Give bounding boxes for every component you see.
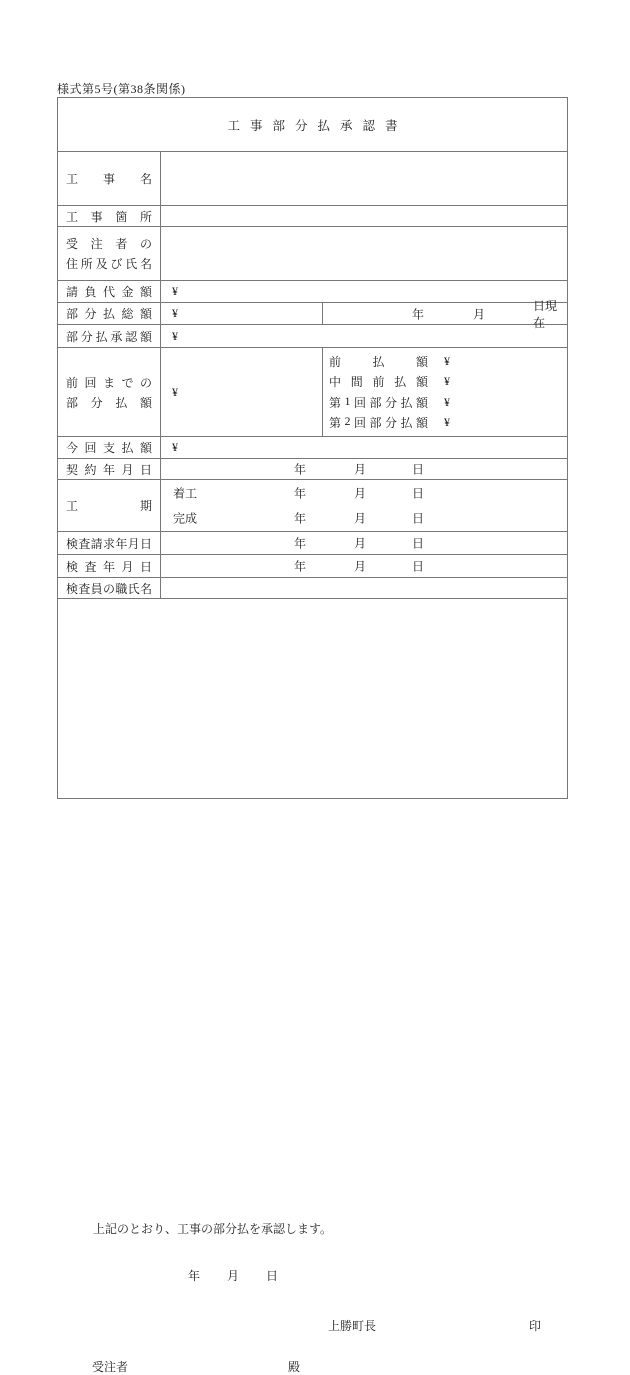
row-inspection-date xyxy=(58,554,567,577)
mayor-signature-label: 上勝町長 xyxy=(328,1319,377,1333)
current-payment-label: 今 回 支 払 額 xyxy=(66,441,152,455)
breakdown-interim-advance xyxy=(329,372,567,392)
row-inspector-name xyxy=(58,577,567,598)
inspection-request-date-field xyxy=(161,532,567,554)
year-label: 年 xyxy=(188,1269,201,1283)
second-partial-label: 第 2 回 部 分 払 額 xyxy=(329,414,428,431)
approval-statement: 上記のとおり、工事の部分払を承認します。 xyxy=(93,1222,333,1236)
seal-mark: 印 xyxy=(529,1319,542,1333)
contractor-addressee-label: 受注者 xyxy=(92,1360,129,1374)
yen-symbol: ¥ xyxy=(444,353,450,368)
yen-symbol: ¥ xyxy=(172,384,178,399)
period-start-line xyxy=(161,481,567,506)
day-label: 日 xyxy=(412,462,425,477)
yen-symbol: ¥ xyxy=(172,306,178,320)
first-partial-label: 第 1 回 部 分 払 額 xyxy=(329,393,428,410)
inspection-date-field xyxy=(161,555,567,577)
month-label: 月 xyxy=(354,462,367,477)
row-contractor-info xyxy=(58,226,567,280)
day-label: 日 xyxy=(412,511,425,526)
contract-date-label: 契 約 年 月 日 xyxy=(66,462,152,477)
inspector-name-field xyxy=(161,578,567,598)
month-label: 月 xyxy=(354,486,367,501)
breakdown-second-partial xyxy=(329,413,567,433)
partial-payment-total-field xyxy=(161,303,322,324)
yen-symbol: ¥ xyxy=(172,440,178,454)
contract-amount-field xyxy=(161,281,567,302)
yen-symbol: ¥ xyxy=(444,394,450,409)
contract-amount-label: 請 負 代 金 額 xyxy=(66,285,152,299)
partial-payment-approved-label: 部 分 払 承 認 額 xyxy=(66,329,152,344)
construction-period-field xyxy=(161,480,567,531)
breakdown-advance-payment xyxy=(329,351,567,371)
yen-symbol: ¥ xyxy=(172,284,178,298)
row-contract-amount xyxy=(58,280,567,302)
construction-name-field xyxy=(161,152,567,205)
construction-site-label: 工 事 箇 所 xyxy=(66,209,152,224)
title-row xyxy=(58,98,567,151)
advance-payment-label: 前 払 額 xyxy=(329,354,428,369)
row-construction-name xyxy=(58,151,567,205)
contractor-info-field xyxy=(161,227,567,280)
day-label: 日 xyxy=(266,1269,279,1283)
day-label: 日 xyxy=(412,536,425,551)
interim-advance-label: 中 間 前 払 額 xyxy=(329,375,428,390)
year-label: 年 xyxy=(294,559,307,574)
row-contract-date xyxy=(58,458,567,479)
month-label: 月 xyxy=(354,559,367,574)
month-label: 月 xyxy=(354,511,367,526)
month-label: 月 xyxy=(354,536,367,551)
partial-payment-total-label: 部 分 払 総 額 xyxy=(66,307,152,321)
inspection-request-date-label: 検 査 請 求 年 月 日 xyxy=(66,536,152,551)
year-label: 年 xyxy=(412,307,425,321)
construction-period-label: 工 期 xyxy=(66,499,152,513)
contractor-label-line1: 受 注 者 の xyxy=(66,237,152,251)
construction-site-field xyxy=(161,206,567,226)
honorific-label: 殿 xyxy=(288,1360,301,1374)
construction-name-label: 工 事 名 xyxy=(66,172,152,186)
partial-payment-total-asof-date xyxy=(322,298,567,330)
inspector-name-label: 検 査 員 の 職 氏 名 xyxy=(66,581,152,596)
yen-symbol: ¥ xyxy=(444,374,450,389)
row-construction-period xyxy=(58,479,567,531)
partial-payment-approved-field xyxy=(161,325,567,347)
document-title: 工事部分払承認書 xyxy=(227,118,408,133)
row-previous-partial-payments xyxy=(58,347,567,436)
row-partial-payment-total xyxy=(58,298,567,330)
row-inspection-request-date xyxy=(58,531,567,554)
inspection-date-label: 検 査 年 月 日 xyxy=(66,559,152,574)
month-label: 月 xyxy=(227,1269,240,1283)
contract-date-field xyxy=(161,459,567,479)
approval-block xyxy=(58,598,567,1374)
day-label: 日 xyxy=(412,486,425,501)
period-start-label: 着工 xyxy=(173,486,198,501)
approval-form-table xyxy=(57,97,568,1374)
previous-payments-total-field xyxy=(161,348,322,436)
day-asof-label: 日現在 xyxy=(533,298,558,330)
form-number-label: 様式第5号(第38条関係) xyxy=(57,82,186,96)
row-construction-site xyxy=(58,205,567,226)
yen-symbol: ¥ xyxy=(444,415,450,430)
row-partial-payment-approved xyxy=(58,324,567,347)
yen-symbol: ¥ xyxy=(172,328,178,343)
row-current-payment xyxy=(58,436,567,458)
breakdown-first-partial xyxy=(329,392,567,412)
year-label: 年 xyxy=(294,511,307,526)
year-label: 年 xyxy=(294,536,307,551)
current-payment-field xyxy=(161,437,567,458)
period-completion-line xyxy=(161,506,567,531)
month-label: 月 xyxy=(473,307,486,321)
previous-payments-breakdown xyxy=(322,348,567,436)
year-label: 年 xyxy=(294,462,307,477)
year-label: 年 xyxy=(294,486,307,501)
period-completion-label: 完成 xyxy=(173,511,198,526)
previous-payments-label-line1: 前 回 ま で の xyxy=(66,375,152,390)
contractor-label-line2: 住 所 及 び 氏 名 xyxy=(66,257,152,271)
previous-payments-label-line2: 部 分 払 額 xyxy=(66,395,152,410)
day-label: 日 xyxy=(412,559,425,574)
